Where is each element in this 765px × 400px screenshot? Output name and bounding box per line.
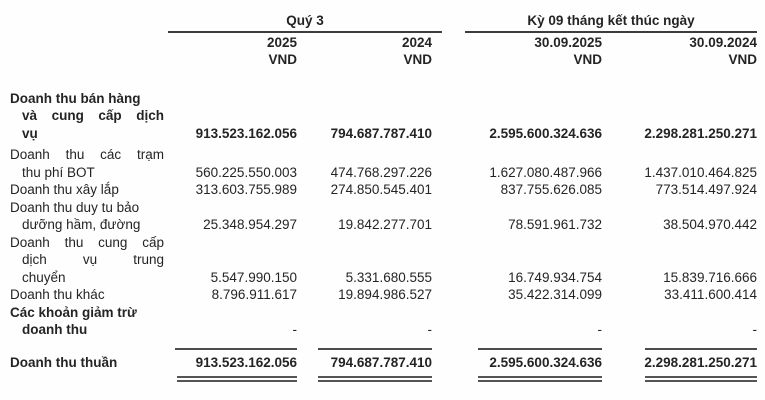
row-label-line: Doanh thu khác	[10, 287, 105, 302]
table-row	[10, 90, 757, 143]
table-row	[10, 146, 757, 181]
row-label-line: Doanh thu các trạm	[10, 147, 164, 162]
cell-value: 773.514.497.924	[655, 182, 757, 197]
cell-value: 1.627.080.487.966	[489, 164, 602, 180]
total-double-rule	[478, 376, 602, 382]
rule-cell	[168, 376, 297, 382]
cell-value: 2.595.600.324.636	[489, 125, 602, 141]
rule-cell	[297, 376, 432, 382]
header-period-row	[10, 35, 757, 51]
cell-value: 913.523.162.056	[195, 125, 297, 141]
total-cell-value: 2.298.281.250.271	[644, 354, 757, 370]
table-row	[10, 286, 757, 304]
rule-spacer	[10, 348, 168, 350]
row-label-line: Doanh thu xây lắp	[10, 182, 119, 197]
cell-value: 33.411.600.414	[664, 287, 757, 302]
header-group-ytd	[465, 12, 757, 33]
cell-value: 794.687.787.410	[330, 125, 432, 141]
total-cell-value: 913.523.162.056	[195, 354, 297, 370]
cell-value: 25.348.954.297	[203, 217, 297, 232]
cell-value: 78.591.961.732	[508, 217, 602, 232]
header-group-ytd-title: Kỳ 09 tháng kết thúc ngày	[527, 13, 695, 28]
rule-cell	[432, 348, 602, 350]
col-header-unit: VND	[573, 52, 602, 67]
total-double-rule-row	[10, 376, 757, 382]
table-body	[10, 90, 757, 383]
cell-value: 837.755.626.085	[500, 182, 602, 197]
cell-value: 19.894.986.527	[338, 287, 432, 302]
row-label-line: dưỡng hầm, đường	[22, 217, 141, 232]
row-label	[10, 234, 168, 287]
total-double-rule	[318, 376, 432, 382]
total-double-rule	[177, 376, 297, 382]
row-label-line: thu phí BOT	[22, 164, 95, 180]
row-label-line: vụ	[22, 125, 38, 141]
header-spacer	[10, 35, 168, 51]
rule-spacer	[10, 376, 168, 382]
row-label-line: Doanh thu cung cấp	[10, 234, 164, 250]
subtotal-rule	[478, 348, 602, 350]
col-header-unit: VND	[268, 52, 297, 67]
subtotal-rule	[645, 348, 757, 350]
cell-value: 15.839.716.666	[663, 269, 757, 285]
subtotal-rule-row	[10, 348, 757, 350]
cell-value: 19.842.277.701	[338, 217, 432, 232]
row-label	[10, 199, 168, 234]
cell-value: 5.331.680.555	[345, 269, 432, 285]
row-label	[10, 181, 168, 199]
table-row	[10, 199, 757, 234]
table-row	[10, 181, 757, 199]
col-header-period: 2025	[266, 34, 297, 50]
col-header-unit: VND	[728, 52, 757, 67]
header-group-row	[10, 12, 757, 33]
total-cell-value: 794.687.787.410	[330, 354, 432, 370]
cell-value: 560.225.550.003	[195, 164, 297, 180]
row-label-line: Doanh thu duy tu bảo	[10, 199, 140, 215]
col-header-period: 30.09.2024	[689, 34, 757, 50]
subtotal-rule	[175, 348, 297, 350]
row-label-line: Các khoản giảm trừ	[10, 304, 137, 320]
row-label-line: dịch vụ trung	[22, 252, 164, 267]
header-group-quarter-title: Quý 3	[286, 13, 324, 28]
cell-value: -	[427, 322, 432, 337]
cell-value: -	[597, 322, 602, 337]
cell-value: 5.547.990.150	[210, 269, 297, 285]
cell-value: 16.749.934.754	[508, 269, 602, 285]
total-row-label: Doanh thu thuần	[10, 354, 118, 370]
table-row	[10, 304, 757, 339]
subtotal-rule	[318, 348, 432, 350]
row-label	[10, 286, 168, 304]
cell-value: 274.850.545.401	[330, 182, 432, 197]
col-header-period: 30.09.2025	[534, 34, 602, 50]
rule-cell	[168, 348, 297, 350]
col-header-unit: VND	[403, 52, 432, 67]
cell-value: 38.504.970.442	[663, 217, 757, 232]
header-unit-row	[10, 52, 757, 68]
cell-value: 2.298.281.250.271	[644, 125, 757, 141]
header-group-quarter	[168, 12, 442, 33]
row-label	[10, 146, 168, 181]
rule-cell	[297, 348, 432, 350]
total-cell-value: 2.595.600.324.636	[489, 354, 602, 370]
row-label	[10, 304, 168, 339]
cell-value: 313.603.755.989	[195, 182, 297, 197]
rule-cell	[602, 348, 757, 350]
row-label-line: Doanh thu bán hàng	[10, 90, 141, 106]
rule-cell	[602, 376, 757, 382]
row-label-line: và cung cấp dịch	[22, 108, 164, 123]
cell-value: 474.768.297.226	[330, 164, 432, 180]
cell-value: -	[752, 322, 757, 337]
cell-value: -	[292, 322, 297, 337]
cell-value: 1.437.010.464.825	[644, 164, 757, 180]
table-row	[10, 234, 757, 287]
cell-value: 35.422.314.099	[508, 287, 602, 302]
row-label-line: chuyển	[22, 269, 66, 285]
col-header-period: 2024	[401, 34, 432, 50]
cell-value: 8.796.911.617	[211, 287, 297, 302]
rule-cell	[432, 376, 602, 382]
total-double-rule	[645, 376, 757, 382]
total-row	[10, 354, 757, 372]
row-label	[10, 90, 168, 143]
header-spacer	[10, 52, 168, 68]
row-label-line: doanh thu	[22, 322, 88, 337]
